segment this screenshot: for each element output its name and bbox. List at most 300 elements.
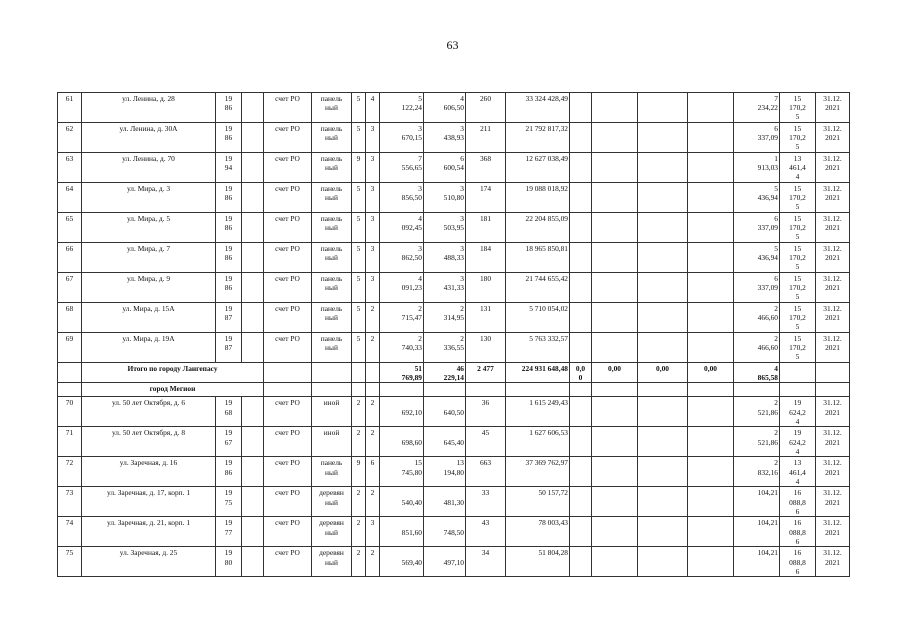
table-cell: 69 — [58, 333, 82, 363]
table-cell — [570, 93, 592, 123]
table-cell: ул. Заречная, д. 25 — [82, 547, 216, 577]
table-cell: 15 170,2 5 — [780, 183, 816, 213]
table-cell — [688, 93, 734, 123]
table-cell: 692,10 — [380, 397, 424, 427]
table-cell — [688, 547, 734, 577]
table-cell — [242, 153, 264, 183]
table-row — [58, 123, 850, 153]
housing-table — [57, 92, 850, 577]
table-cell: 104,21 — [734, 517, 780, 547]
table-cell: счет РО — [264, 427, 312, 457]
table-cell — [592, 273, 638, 303]
table-cell — [424, 383, 466, 397]
table-row — [58, 457, 850, 487]
table-cell: счет РО — [264, 457, 312, 487]
table-cell — [570, 397, 592, 427]
table-cell: 3 670,15 — [380, 123, 424, 153]
table-cell: 2 — [366, 397, 380, 427]
table-cell: 68 — [58, 303, 82, 333]
table-cell — [638, 93, 688, 123]
table-cell: 19 80 — [216, 547, 242, 577]
table-cell: 1 627 606,53 — [506, 427, 570, 457]
table-cell: 19 86 — [216, 183, 242, 213]
table-cell: 66 — [58, 243, 82, 273]
table-cell: 19 624,2 4 — [780, 397, 816, 427]
table-cell — [570, 517, 592, 547]
table-cell — [570, 303, 592, 333]
table-cell: панель ный — [312, 153, 352, 183]
table-cell — [688, 213, 734, 243]
table-cell: 260 — [466, 93, 506, 123]
table-cell: 3 503,95 — [424, 213, 466, 243]
table-cell: счет РО — [264, 243, 312, 273]
table-cell: 74 — [58, 517, 82, 547]
table-cell — [58, 383, 82, 397]
table-row — [58, 487, 850, 517]
table-cell: 2 314,95 — [424, 303, 466, 333]
table-cell: панель ный — [312, 457, 352, 487]
table-cell: 12 627 038,49 — [506, 153, 570, 183]
table-cell: 2 — [366, 487, 380, 517]
table-cell — [570, 183, 592, 213]
table-cell: 65 — [58, 213, 82, 243]
table-row — [58, 243, 850, 273]
table-cell — [592, 153, 638, 183]
table-cell: 15 170,2 5 — [780, 93, 816, 123]
table-cell — [312, 363, 352, 383]
table-cell — [312, 383, 352, 397]
table-cell: панель ный — [312, 123, 352, 153]
table-cell: 16 088,8 6 — [780, 547, 816, 577]
table-cell: ул. Мира, д. 3 — [82, 183, 216, 213]
table-cell — [638, 183, 688, 213]
table-cell: 5 — [352, 243, 366, 273]
table-cell — [592, 333, 638, 363]
table-cell — [638, 517, 688, 547]
table-cell: 6 337,09 — [734, 273, 780, 303]
table-cell: счет РО — [264, 547, 312, 577]
table-cell — [688, 397, 734, 427]
table-cell — [638, 487, 688, 517]
table-cell: 19 088 018,92 — [506, 183, 570, 213]
table-cell: 22 204 855,09 — [506, 213, 570, 243]
table-cell: 37 369 762,97 — [506, 457, 570, 487]
page-number: 63 — [446, 38, 459, 52]
table-cell: счет РО — [264, 487, 312, 517]
table-cell: счет РО — [264, 123, 312, 153]
table-cell: 31.12. 2021 — [816, 517, 850, 547]
table-cell — [242, 457, 264, 487]
table-cell: 61 — [58, 93, 82, 123]
table-cell — [638, 427, 688, 457]
table-cell: 2 466,60 — [734, 303, 780, 333]
table-cell: 5 — [352, 183, 366, 213]
table-cell: ул. Ленина, д. 70 — [82, 153, 216, 183]
table-cell — [780, 363, 816, 383]
table-cell — [366, 363, 380, 383]
table-cell: 180 — [466, 273, 506, 303]
table-cell: 45 — [466, 427, 506, 457]
table-cell: 73 — [58, 487, 82, 517]
city-header: город Мегион — [82, 383, 264, 397]
table-cell: ул. Ленина, д. 28 — [82, 93, 216, 123]
table-cell: 5 436,94 — [734, 243, 780, 273]
table-cell: 5 — [352, 123, 366, 153]
table-cell: 63 — [58, 153, 82, 183]
table-cell: 104,21 — [734, 547, 780, 577]
table-cell: 1 615 249,43 — [506, 397, 570, 427]
table-cell: 75 — [58, 547, 82, 577]
table-cell: 19 86 — [216, 93, 242, 123]
table-cell: 481,30 — [424, 487, 466, 517]
table-cell: 19 77 — [216, 517, 242, 547]
table-cell: 2 — [352, 487, 366, 517]
table-cell — [242, 123, 264, 153]
table-cell: панель ный — [312, 333, 352, 363]
table-cell — [242, 243, 264, 273]
table-cell — [688, 243, 734, 273]
table-row — [58, 517, 850, 547]
table-cell — [734, 383, 780, 397]
table-cell: панель ный — [312, 213, 352, 243]
table-cell: ул. 50 лет Октября, д. 8 — [82, 427, 216, 457]
table-cell — [242, 333, 264, 363]
table-cell: 31.12. 2021 — [816, 333, 850, 363]
table-cell: панель ный — [312, 93, 352, 123]
table-cell: 18 965 850,81 — [506, 243, 570, 273]
table-cell — [688, 183, 734, 213]
table-cell — [366, 383, 380, 397]
table-cell: 15 745,80 — [380, 457, 424, 487]
table-cell: 2 521,86 — [734, 397, 780, 427]
table-cell: 31.12. 2021 — [816, 243, 850, 273]
table-cell: деревян ный — [312, 547, 352, 577]
table-cell — [352, 363, 366, 383]
table-cell: 2 — [366, 303, 380, 333]
table-cell — [570, 333, 592, 363]
table-cell: 4 — [366, 93, 380, 123]
table-cell — [570, 243, 592, 273]
table-cell — [352, 383, 366, 397]
table-cell: 3 — [366, 517, 380, 547]
table-cell: 1 913,03 — [734, 153, 780, 183]
table-cell: панель ный — [312, 273, 352, 303]
table-cell: 33 324 428,49 — [506, 93, 570, 123]
table-cell: 540,40 — [380, 487, 424, 517]
table-cell: 19 68 — [216, 397, 242, 427]
table-cell — [570, 487, 592, 517]
table-cell: 748,50 — [424, 517, 466, 547]
table-cell: 2 — [352, 547, 366, 577]
table-cell — [242, 487, 264, 517]
table-cell — [816, 383, 850, 397]
table-cell: деревян ный — [312, 487, 352, 517]
table-cell: 0,00 — [592, 363, 638, 383]
table-cell: счет РО — [264, 397, 312, 427]
table-cell — [592, 93, 638, 123]
table-cell: 131 — [466, 303, 506, 333]
table-cell: 78 003,43 — [506, 517, 570, 547]
table-cell: ул. Мира, д. 5 — [82, 213, 216, 243]
table-cell: 4 091,23 — [380, 273, 424, 303]
table-cell — [688, 273, 734, 303]
table-cell: 16 088,8 6 — [780, 487, 816, 517]
table-body-megion — [58, 397, 850, 577]
table-cell: 698,60 — [380, 427, 424, 457]
table-cell — [570, 547, 592, 577]
table-cell: 2 715,47 — [380, 303, 424, 333]
table-cell: 3 — [366, 273, 380, 303]
table-cell — [816, 363, 850, 383]
table-cell: 104,21 — [734, 487, 780, 517]
table-cell: 645,40 — [424, 427, 466, 457]
table-cell — [592, 183, 638, 213]
table-cell: 2 — [352, 517, 366, 547]
table-cell — [592, 397, 638, 427]
table-cell: 31.12. 2021 — [816, 153, 850, 183]
table-cell: 19 87 — [216, 303, 242, 333]
table-cell: 2 740,33 — [380, 333, 424, 363]
table-cell: 31.12. 2021 — [816, 273, 850, 303]
table-cell: 50 157,72 — [506, 487, 570, 517]
table-cell: 13 194,80 — [424, 457, 466, 487]
table-cell — [688, 383, 734, 397]
table-cell: 19 86 — [216, 123, 242, 153]
table-cell: 3 438,93 — [424, 123, 466, 153]
table-cell: 13 461,4 4 — [780, 457, 816, 487]
table-cell — [688, 333, 734, 363]
table-cell: 5 122,24 — [380, 93, 424, 123]
table-cell: 15 170,2 5 — [780, 333, 816, 363]
table-cell: 13 461,4 4 — [780, 153, 816, 183]
table-row — [58, 93, 850, 123]
table-cell — [242, 183, 264, 213]
table-cell: 43 — [466, 517, 506, 547]
table-cell: 5 — [352, 303, 366, 333]
table-cell: 19 87 — [216, 333, 242, 363]
table-cell — [638, 153, 688, 183]
table-cell: 3 — [366, 183, 380, 213]
table-cell — [264, 383, 312, 397]
table-cell: панель ный — [312, 183, 352, 213]
table-cell — [242, 517, 264, 547]
table-body-langepas — [58, 93, 850, 363]
table-cell: 33 — [466, 487, 506, 517]
table-cell: 31.12. 2021 — [816, 427, 850, 457]
table-cell — [242, 547, 264, 577]
table-cell: счет РО — [264, 273, 312, 303]
table-cell: 224 931 648,48 — [506, 363, 570, 383]
table-cell: 640,50 — [424, 397, 466, 427]
table-cell: 64 — [58, 183, 82, 213]
table-cell: 5 710 054,02 — [506, 303, 570, 333]
table-cell: счет РО — [264, 517, 312, 547]
table-cell: 851,60 — [380, 517, 424, 547]
table-cell: 9 — [352, 457, 366, 487]
table-cell: счет РО — [264, 93, 312, 123]
table-cell: 19 67 — [216, 427, 242, 457]
table-cell: 5 — [352, 93, 366, 123]
table-row — [58, 183, 850, 213]
table-cell: 181 — [466, 213, 506, 243]
table-cell — [570, 427, 592, 457]
table-cell: 16 088,8 6 — [780, 517, 816, 547]
table-cell: 3 856,50 — [380, 183, 424, 213]
table-cell: панель ный — [312, 243, 352, 273]
table-cell: 4 865,58 — [734, 363, 780, 383]
table-cell — [688, 153, 734, 183]
table-cell: 36 — [466, 397, 506, 427]
table-cell: 31.12. 2021 — [816, 303, 850, 333]
table-cell: счет РО — [264, 213, 312, 243]
table-cell: 31.12. 2021 — [816, 93, 850, 123]
table-cell: 2 832,16 — [734, 457, 780, 487]
table-cell: счет РО — [264, 303, 312, 333]
table-cell: ул. Мира, д. 19А — [82, 333, 216, 363]
table-cell: 130 — [466, 333, 506, 363]
table-cell: 21 744 655,42 — [506, 273, 570, 303]
table-cell — [592, 123, 638, 153]
city-header-row — [58, 383, 850, 397]
table-cell: 6 600,54 — [424, 153, 466, 183]
table-cell: 6 337,09 — [734, 213, 780, 243]
table-cell: 19 86 — [216, 273, 242, 303]
table-cell: ул. Мира, д. 9 — [82, 273, 216, 303]
table-cell: 5 — [352, 333, 366, 363]
table-total — [58, 363, 850, 397]
table-cell: 51 769,89 — [380, 363, 424, 383]
table-cell — [570, 457, 592, 487]
table-cell: 46 229,14 — [424, 363, 466, 383]
table-cell — [638, 547, 688, 577]
table-cell: иной — [312, 427, 352, 457]
total-row — [58, 363, 850, 383]
table-row — [58, 303, 850, 333]
table-cell — [638, 333, 688, 363]
table-cell — [570, 273, 592, 303]
table-cell: 19 86 — [216, 213, 242, 243]
table-cell: 0,00 — [688, 363, 734, 383]
table-cell — [638, 273, 688, 303]
table-cell: 5 — [352, 213, 366, 243]
table-cell: 19 75 — [216, 487, 242, 517]
table-cell: 21 792 817,32 — [506, 123, 570, 153]
table-cell: ул. Заречная, д. 17, корп. 1 — [82, 487, 216, 517]
table-cell: счет РО — [264, 333, 312, 363]
table-cell: 31.12. 2021 — [816, 123, 850, 153]
table-cell: 2 521,86 — [734, 427, 780, 457]
table-cell: 31.12. 2021 — [816, 183, 850, 213]
table-cell: деревян ный — [312, 517, 352, 547]
table-cell: ул. 50 лет Октября, д. 6 — [82, 397, 216, 427]
table-cell — [638, 397, 688, 427]
table-cell — [58, 363, 82, 383]
table-cell — [780, 383, 816, 397]
table-cell — [592, 427, 638, 457]
table-cell — [242, 213, 264, 243]
table-cell: 3 — [366, 243, 380, 273]
table-cell — [638, 303, 688, 333]
table-cell — [638, 123, 688, 153]
table-cell: 15 170,2 5 — [780, 303, 816, 333]
table-cell: 51 804,28 — [506, 547, 570, 577]
table-cell: 9 — [352, 153, 366, 183]
table-cell: панель ный — [312, 303, 352, 333]
table-cell: счет РО — [264, 153, 312, 183]
table-cell: 3 862,50 — [380, 243, 424, 273]
table-cell: 2 — [366, 333, 380, 363]
table-cell: 2 336,55 — [424, 333, 466, 363]
table-cell: 2 — [366, 547, 380, 577]
table-cell: 71 — [58, 427, 82, 457]
table-cell — [242, 427, 264, 457]
table-row — [58, 213, 850, 243]
table-cell: 4 606,50 — [424, 93, 466, 123]
table-cell — [592, 303, 638, 333]
table-cell — [638, 383, 688, 397]
table-cell: ул. Ленина, д. 30А — [82, 123, 216, 153]
table-cell: 15 170,2 5 — [780, 273, 816, 303]
table-cell — [570, 123, 592, 153]
table-cell: 31.12. 2021 — [816, 547, 850, 577]
table-cell: 368 — [466, 153, 506, 183]
table-cell: 7 234,22 — [734, 93, 780, 123]
table-cell: 72 — [58, 457, 82, 487]
table-cell: 3 510,80 — [424, 183, 466, 213]
table-cell — [592, 383, 638, 397]
table-cell: 15 170,2 5 — [780, 123, 816, 153]
table-cell: 2 477 — [466, 363, 506, 383]
table-cell: 19 624,2 4 — [780, 427, 816, 457]
table-cell — [688, 123, 734, 153]
table-cell: 184 — [466, 243, 506, 273]
table-row — [58, 153, 850, 183]
table-cell: ул. Мира, д. 15А — [82, 303, 216, 333]
table-cell — [592, 487, 638, 517]
table-cell: иной — [312, 397, 352, 427]
table-cell: 211 — [466, 123, 506, 153]
table-cell: 7 556,65 — [380, 153, 424, 183]
table-cell — [688, 487, 734, 517]
table-cell: ул. Заречная, д. 21, корп. 1 — [82, 517, 216, 547]
table-cell: 62 — [58, 123, 82, 153]
table-cell: 15 170,2 5 — [780, 213, 816, 243]
table-cell: 6 337,09 — [734, 123, 780, 153]
table-cell: 31.12. 2021 — [816, 213, 850, 243]
table-row — [58, 273, 850, 303]
table-row — [58, 397, 850, 427]
table-cell — [688, 457, 734, 487]
table-cell — [506, 383, 570, 397]
table-cell: 3 — [366, 153, 380, 183]
table-cell: 34 — [466, 547, 506, 577]
table-cell: 5 436,94 — [734, 183, 780, 213]
table-cell: ул. Мира, д. 7 — [82, 243, 216, 273]
table-cell: 4 092,45 — [380, 213, 424, 243]
table-cell: 3 488,33 — [424, 243, 466, 273]
table-row — [58, 333, 850, 363]
table-cell — [688, 427, 734, 457]
table-row — [58, 427, 850, 457]
table-cell — [592, 547, 638, 577]
table-cell: 19 94 — [216, 153, 242, 183]
table-cell — [242, 397, 264, 427]
table-cell: 5 — [352, 273, 366, 303]
table-cell — [592, 457, 638, 487]
table-cell: 5 763 332,57 — [506, 333, 570, 363]
table-cell: 19 86 — [216, 457, 242, 487]
total-label: Итого по городу Лангепасу — [82, 363, 264, 383]
